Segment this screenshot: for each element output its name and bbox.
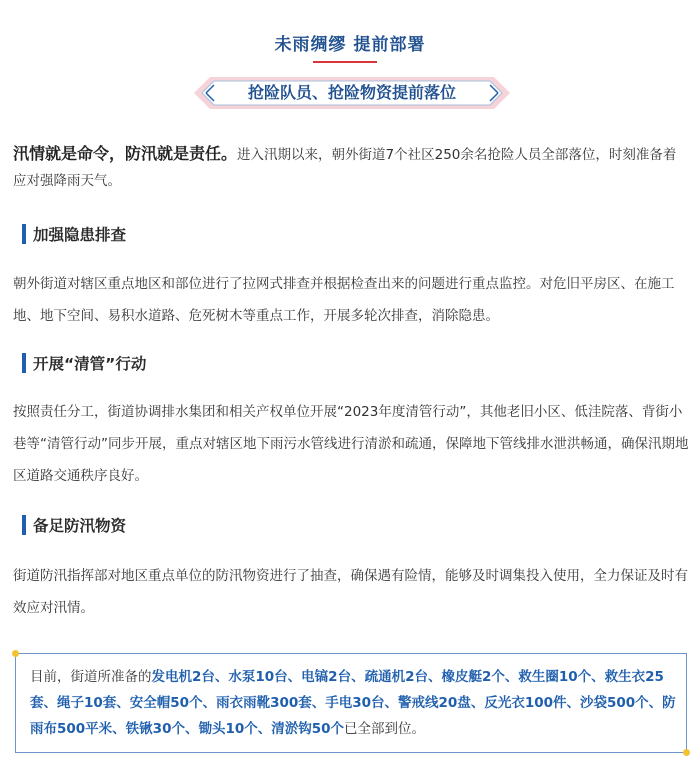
corner-dot-icon <box>12 650 19 657</box>
page-title: 未雨绸缪 提前部署 <box>274 35 426 55</box>
section-heading-supplies <box>22 514 126 536</box>
section-heading-text: 加强隐患排查 <box>33 226 127 244</box>
section-paragraph-supplies: 街道防汛指挥部对地区重点单位的防汛物资进行了抽查，确保遇有险情，能够及时调集投入使用，全力保证及时有效应对汛情。 <box>13 568 688 616</box>
supplies-note-text <box>30 664 676 742</box>
note-highlight-list: 发电机2台、水泵10台、电镐2台、疏通机2台、橡皮艇2个、救生圈10个、救生衣25套、绳子10套、安全帽50个、雨衣雨靴300套、手电30台、警戒线20盘、反光衣100件、沙袋500个、防雨布500平米、铁锹30个、锄头10个、清淤钩50个 <box>30 669 676 737</box>
title-underline <box>313 61 377 63</box>
intro-lead: 汛情就是命令，防汛就是责任。 <box>13 144 238 163</box>
heading-bar-icon <box>22 224 26 244</box>
intro-paragraph <box>13 141 689 194</box>
section-heading-text: 开展“清管”行动 <box>33 355 147 373</box>
section-heading-pipe-cleaning <box>22 352 146 374</box>
section-banner <box>194 73 510 113</box>
note-suffix: 已全部到位。 <box>344 721 426 737</box>
heading-bar-icon <box>22 353 26 373</box>
banner-title: 抢险队员、抢险物资提前落位 <box>247 83 456 102</box>
intro-text: 进入汛期以来，朝外街道7个社区250余名抢险人员全部落位，时刻准备着应对强降雨天气。 <box>13 147 677 189</box>
note-prefix: 目前，街道所准备的 <box>30 669 152 685</box>
section-paragraph-hazard-check: 朝外街道对辖区重点地区和部位进行了拉网式排查并根据检查出来的问题进行重点监控。对危旧平房区、在施工地、地下空间、易积水道路、危死树木等重点工作，开展多轮次排查，消除隐患。 <box>13 276 675 324</box>
section-heading-text: 备足防汛物资 <box>33 517 127 535</box>
section-paragraph-pipe-cleaning: 按照责任分工，街道协调排水集团和相关产权单位开展“2023年度清管行动”，其他老旧小区、低洼院落、背街小巷等“清管行动”同步开展，重点对辖区地下雨污水管线进行清淤和疏通，保障地下管线排水泄洪畅通，确保汛期地区道路交通秩序良好。 <box>13 404 689 484</box>
corner-dot-icon <box>683 749 690 756</box>
section-heading-hazard-check <box>22 223 126 245</box>
supplies-note-box <box>15 653 687 753</box>
heading-bar-icon <box>22 515 26 535</box>
